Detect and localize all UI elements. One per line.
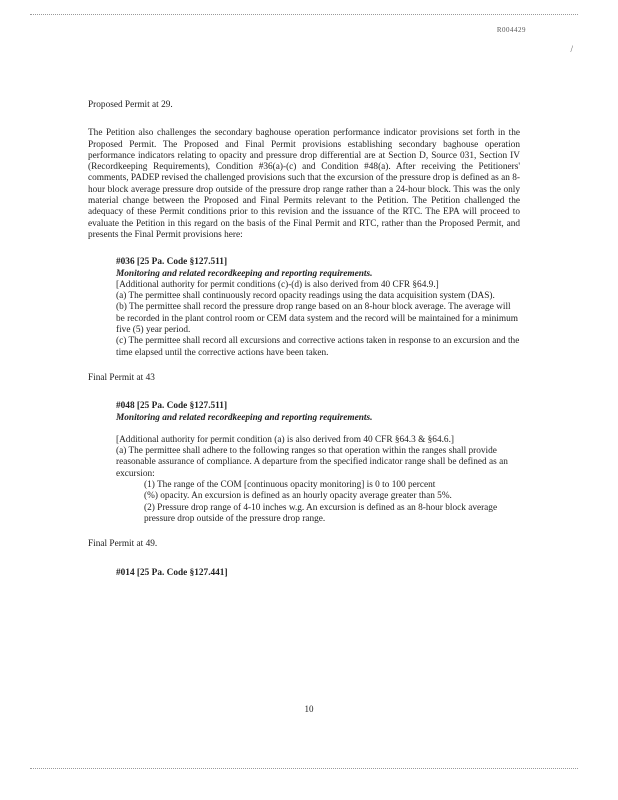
condition-text: (a) The permittee shall adhere to the following ranges so that operation within the ranges shall provide reasonable assurance of compliance. A departure from the specified indicator range shall be defined as an excursion: (116, 446, 508, 479)
body-paragraph: The Petition also challenges the secondary baghouse operation performance indicator provisions set forth in the Proposed Permit. The Proposed and Final Permit provisions establishing secondary baghouse operation performance indicators relating to opacity and pressure drop differential are at Section D, Source 031, Section IV (Recordkeeping Requirements), Condition #36(a)-(c) and Condition #48(a). After receiving the Petitioners' comments, PADEP revised the challenged provisions such that the excursion of the pressure drop is defined as an 8-hour block average pressure drop outside of the pressure drop range rather than a 24-hour block. This was the only material change between the Proposed and Final Permits relevant to the Petition. The Petition challenged the adequacy of these Permit conditions prior to this revision and the issuance of the RTC. The EPA will proceed to evaluate the Petition in this regard on the basis of the Final Permit and RTC, rather than the Proposed Permit, and presents the Final Permit provisions here: (88, 128, 520, 240)
condition-heading: #036 [25 Pa. Code §127.511] (116, 257, 228, 268)
condition-subheading: Monitoring and related recordkeeping and reporting requirements. (116, 412, 373, 423)
condition-text: (b) The permittee shall record the pressure drop range based on an 8-hour block average. The average will be recorded in the plant control room or CEM data system and the record will be maintained for a minimum five (5) year period. (116, 302, 518, 336)
permit-condition-048 (116, 401, 520, 525)
permit-condition-014 (116, 568, 520, 579)
condition-item: (%) opacity. An excursion is defined as an hourly opacity average greater than 5%. (144, 491, 452, 502)
condition-text: [Additional authority for permit conditions (c)-(d) is also derived from 40 CFR §64.9.] (116, 279, 439, 290)
condition-item: (2) Pressure drop range of 4-10 inches w.g. An excursion is defined as an 8-hour block average pressure drop outside of the pressure drop range. (144, 502, 498, 524)
margin-mark: / (570, 44, 573, 54)
scan-artifact-bottom (30, 768, 578, 771)
caption-final-permit-49: Final Permit at 49. (88, 539, 158, 550)
page-number: 10 (304, 704, 314, 714)
condition-text: [Additional authority for permit condition (a) is also derived from 40 CFR §64.3 & §64.6.] (116, 434, 454, 445)
condition-text: (c) The permittee shall record all excursions and corrective actions taken in response to an excursion and the time elapsed until the corrective actions have been taken. (116, 336, 520, 358)
permit-condition-036 (116, 257, 520, 359)
condition-heading: #048 [25 Pa. Code §127.511] (116, 401, 228, 412)
condition-item: (1) The range of the COM [continuous opacity monitoring] is 0 to 100 percent (144, 480, 436, 491)
caption-proposed-permit: Proposed Permit at 29. (88, 100, 173, 110)
bates-number: R004429 (496, 26, 526, 34)
condition-heading: #014 [25 Pa. Code §127.441] (116, 567, 228, 578)
scan-artifact-top (30, 14, 578, 17)
caption-final-permit-43: Final Permit at 43 (88, 372, 155, 383)
page-content (88, 100, 520, 593)
condition-subheading: Monitoring and related recordkeeping and reporting requirements. (116, 268, 373, 279)
condition-text: (a) The permittee shall continuously record opacity readings using the data acquisition system (DAS). (116, 291, 495, 302)
